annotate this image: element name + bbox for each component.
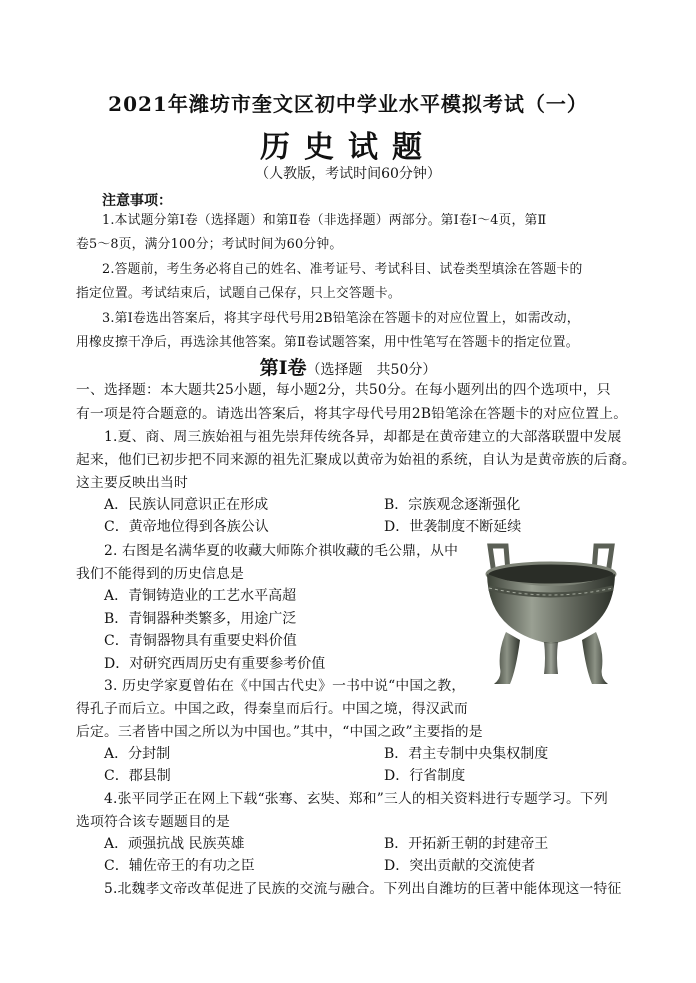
- notice-line: 1.本试题分第Ⅰ卷（选择题）和第Ⅱ卷（非选择题）两部分。第Ⅰ卷Ⅰ～4页，第Ⅱ: [102, 213, 547, 228]
- part-one-label: 第Ⅰ卷: [259, 357, 307, 379]
- question-2-text: 2. 右图是名满华夏的收藏大师陈介祺收藏的毛公鼎，从中: [104, 543, 459, 559]
- question-3-text: 得孔子而后立。中国之政，得秦皇而后行。中国之境，得汉武而: [76, 701, 468, 717]
- notice-line: 2.答题前，考生务必将自己的姓名、准考证号、考试科目、试卷类型填涂在答题卡的: [102, 262, 583, 277]
- question-4-text: 选项符合该专题题目的是: [76, 814, 230, 830]
- question-2-text: 我们不能得到的历史信息是: [76, 566, 244, 582]
- edition-note: （人教版，考试时间60分钟）: [255, 166, 441, 182]
- q3-option-d: D．行省制度: [384, 768, 466, 784]
- q2-option-c: C．青铜器物具有重要史料价值: [104, 633, 297, 649]
- notice-line: 指定位置。考试结束后，试题自己保存，只上交答题卡。: [76, 286, 401, 301]
- part-one-heading: [0, 353, 696, 380]
- q2-option-d: D．对研究西周历史有重要参考价值: [104, 656, 326, 672]
- q4-option-d: D．突出贡献的交流使者: [384, 858, 536, 874]
- q3-option-a: A．分封制: [104, 746, 171, 762]
- question-1-text: 1.夏、商、周三族始祖与祖先崇拜传统各异，却都是在黄帝建立的大部落联盟中发展: [104, 429, 622, 445]
- notice-line: 卷5～8页，满分100分；考试时间为60分钟。: [76, 237, 343, 252]
- subject-title: 历史试题: [260, 130, 436, 165]
- instruction-line: 有一项是符合题意的。请选出答案后，将其字母代号用2B铅笔涂在答题卡的对应位置上。: [76, 406, 628, 422]
- question-3-text: 3. 历史学家夏曾佑在《中国古代史》一书中说“中国之教，: [104, 678, 466, 694]
- q1-option-a: A．民族认同意识正在形成: [104, 497, 269, 513]
- question-3-text: 后定。三者皆中国之所以为中国也。”其中，“中国之政”主要指的是: [76, 724, 483, 740]
- maogong-ding-image: [480, 540, 622, 690]
- q3-option-c: C．郡县制: [104, 768, 171, 784]
- question-1-text: 起来，他们已初步把不同来源的祖先汇聚成以黄帝为始祖的系统，自认为是黄帝族的后裔。: [76, 452, 636, 468]
- q3-option-b: B．君主专制中央集权制度: [384, 746, 549, 762]
- notice-line: 用橡皮擦干净后，再选涂其他答案。第Ⅱ卷试题答案，用中性笔写在答题卡的指定位置。: [76, 335, 579, 350]
- q1-option-d: D．世袭制度不断延续: [384, 519, 522, 535]
- q1-option-c: C．黄帝地位得到各族公认: [104, 519, 269, 535]
- part-one-desc: （选择题 共50分）: [306, 362, 437, 378]
- ding-leg-right: [582, 632, 608, 684]
- q1-option-b: B．宗族观念逐渐强化: [384, 497, 521, 513]
- q4-option-a: A．顽强抗战 民族英雄: [104, 836, 245, 852]
- instruction-line: 一、选择题：本大题共25小题，每小题2分，共50分。在每小题列出的四个选项中，只: [76, 382, 611, 398]
- notice-heading: 注意事项：: [102, 193, 172, 209]
- q2-option-a: A．青铜铸造业的工艺水平高超: [104, 588, 297, 604]
- ding-leg-left: [494, 632, 520, 684]
- ding-leg-middle: [544, 642, 558, 674]
- question-5-text: 5.北魏孝文帝改革促进了民族的交流与融合。下列出自潍坊的巨著中能体现这一特征: [104, 881, 622, 897]
- notice-line: 3.第Ⅰ卷选出答案后，将其字母代号用2B铅笔涂在答题卡的对应位置上，如需改动，: [102, 311, 580, 326]
- question-4-text: 4.张平同学正在网上下载“张骞、玄奘、郑和”三人的相关资料进行专题学习。下列: [104, 791, 608, 807]
- q2-option-b: B．青铜器种类繁多，用途广泛: [104, 611, 297, 627]
- exam-title: 2021年潍坊市奎文区初中学业水平模拟考试（一）: [108, 92, 588, 116]
- q4-option-c: C．辅佐帝王的有功之臣: [104, 858, 255, 874]
- q4-option-b: B．开拓新王朝的封建帝王: [384, 836, 549, 852]
- question-1-text: 这主要反映出当时: [76, 475, 188, 491]
